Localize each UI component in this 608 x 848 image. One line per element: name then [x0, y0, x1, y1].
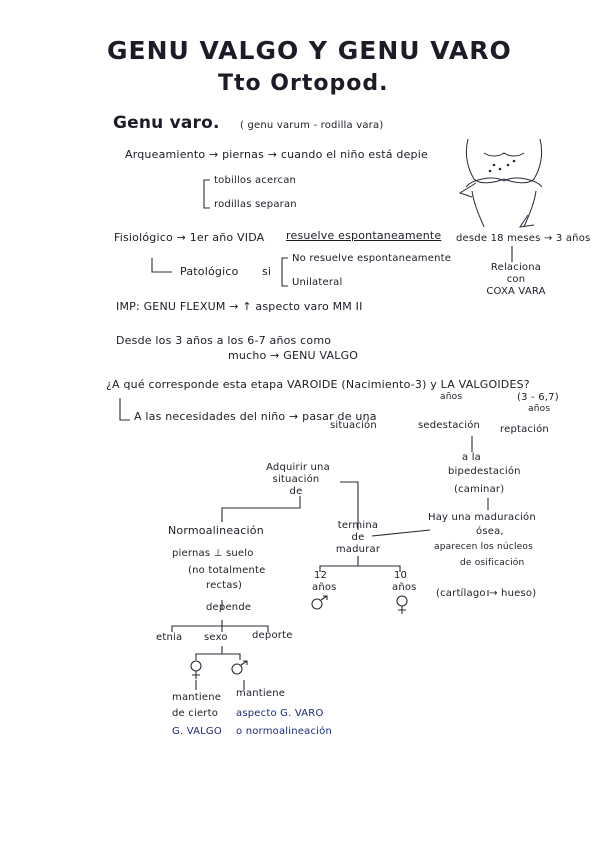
hombre-aspecto-varo: aspecto G. VARO [236, 708, 324, 719]
rango-valgoides: (3 - 6,7) [517, 392, 559, 403]
female-symbol-icon [188, 660, 204, 680]
maduracion-line3: aparecen los núcleos [434, 542, 533, 552]
tobillos-text: tobillos acercan [214, 175, 297, 186]
doce-anos-label: años [312, 582, 337, 593]
patologico-text: Patológico [180, 265, 239, 278]
termina-madurar: madurar [335, 544, 381, 555]
section-heading-genu-varo: Genu varo. [113, 113, 220, 133]
sedestacion-text: sedestación [418, 420, 481, 431]
imp-genu-flexum: IMP: GENU FLEXUM → ↑ aspecto varo MM II [116, 300, 363, 313]
relaciona-con: con [506, 274, 526, 285]
termina-de: de [351, 532, 365, 543]
a-la-text: a la [462, 452, 482, 463]
rodillas-text: rodillas separan [214, 199, 297, 210]
maduracion-line2: ósea, [476, 526, 504, 537]
bullet-fisiologico: Fisiológico → 1er año VIDA [114, 231, 265, 244]
maduracion-line4: de osificación [460, 558, 525, 568]
relaciona-text: Relaciona [490, 262, 542, 273]
pregunta-etapas: ¿A qué corresponde esta etapa VAROIDE (Nacimiento-3) y LA VALGOIDES? [106, 378, 530, 391]
adquirir-situacion: situación [272, 474, 320, 485]
mucho-genu-valgo: mucho → GENU VALGO [228, 349, 359, 362]
rango-18-meses: desde 18 meses → 3 años [456, 233, 591, 244]
female-symbol-icon [394, 595, 410, 615]
genu-varo-subtitle: ( genu varum - rodilla vara) [240, 120, 384, 131]
no-resuelve-text: No resuelve espontaneamente [292, 253, 452, 264]
mujer-de-cierto: de cierto [172, 708, 219, 719]
anos-label-1: años [440, 392, 463, 402]
bipedestacion-text: bipedestación [448, 466, 521, 477]
page-subtitle: Tto Ortopod. [218, 71, 389, 96]
doce-anos-num: 12 [314, 570, 328, 581]
hombre-normoalineacion: o normoalineación [236, 726, 332, 737]
page-title: GENU VALGO Y GENU VARO [107, 36, 512, 65]
caminar-text: (caminar) [454, 484, 505, 495]
desde-3-anos: Desde los 3 años a los 6-7 años como [116, 334, 332, 347]
mujer-genu-valgo: G. VALGO [172, 726, 222, 737]
male-symbol-icon [230, 660, 250, 676]
diez-anos-num: 10 [394, 570, 408, 581]
rectas-text: rectas) [206, 580, 243, 591]
situacion-text: situación [330, 420, 377, 431]
deporte-text: deporte [252, 630, 293, 641]
sexo-text: sexo [204, 632, 228, 643]
knee-sketch-icon [454, 135, 554, 230]
bullet-arqueamiento: Arqueamiento → piernas → cuando el niño está depie [125, 148, 428, 161]
piernas-suelo: piernas ⊥ suelo [172, 548, 254, 559]
termina-text: termina [337, 520, 379, 531]
etnia-text: etnia [156, 632, 183, 643]
normoalineacion-text: Normoalineación [168, 524, 264, 537]
necesidades-nino: A las necesidades del niño → pasar de una [134, 410, 377, 423]
male-symbol-icon [310, 595, 330, 611]
cartilago-hueso: (cartílago → hueso) [436, 588, 537, 599]
coxa-vara-text: COXA VARA [486, 286, 546, 297]
hombre-mantiene: mantiene [236, 688, 286, 699]
adquirir-de: de [289, 486, 303, 497]
anos-label-2: años [528, 404, 551, 414]
adquirir-text: Adquirir una [266, 462, 330, 473]
maduracion-line1: Hay una maduración [428, 512, 536, 523]
unilateral-text: Unilateral [292, 277, 343, 288]
diez-anos-label: años [392, 582, 417, 593]
mujer-mantiene: mantiene [172, 692, 222, 703]
resuelve-espontaneamente: resuelve espontaneamente [286, 229, 442, 242]
no-totalmente: (no totalmente [188, 565, 266, 576]
si-text: si [262, 265, 272, 278]
reptacion-text: reptación [500, 424, 549, 435]
depende-text: depende [206, 602, 252, 613]
